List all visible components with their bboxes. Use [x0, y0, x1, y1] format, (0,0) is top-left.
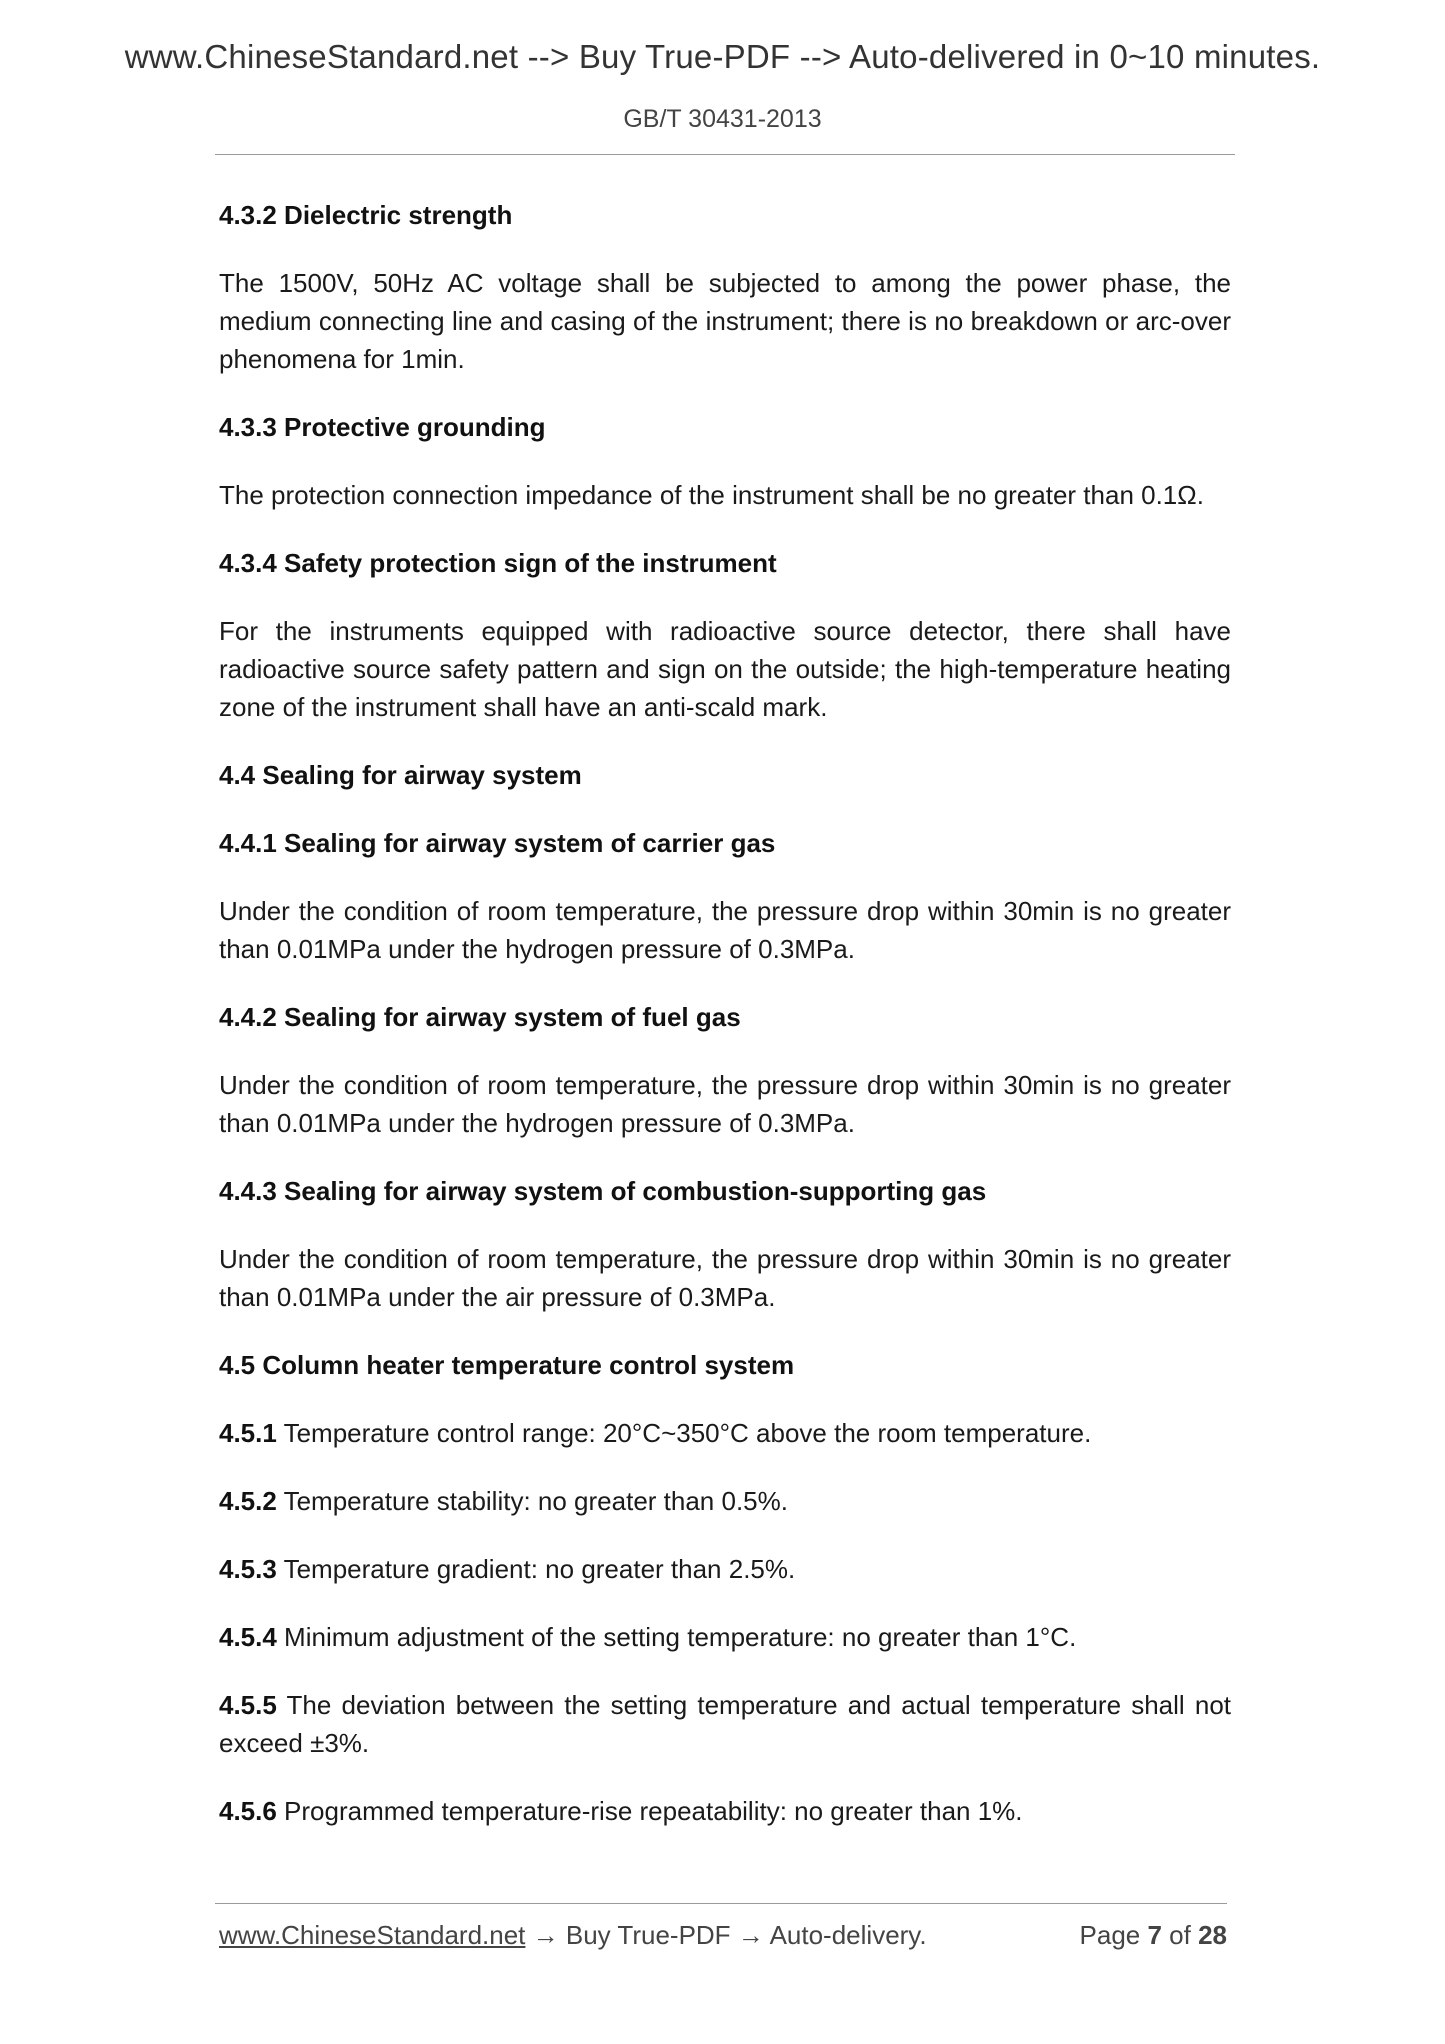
- heading-4-4-2: 4.4.2 Sealing for airway system of fuel gas: [219, 1002, 741, 1032]
- paragraph-4-3-4: For the instruments equipped with radioactive source detector, there shall have radioactive source safety pattern and sign on the outside; the high-temperature heating zone of the instrument shall have an anti-scald mark.: [219, 616, 1231, 722]
- page-body: [219, 196, 1231, 1860]
- item-text: Minimum adjustment of the setting temperature: no greater than 1°C.: [276, 1622, 1077, 1652]
- paragraph-4-4-1: Under the condition of room temperature, the pressure drop within 30min is no greater than 0.01MPa under the hydrogen pressure of 0.3MPa.: [219, 896, 1231, 964]
- heading-4-3-2: 4.3.2 Dielectric strength: [219, 200, 513, 230]
- paragraph-4-4-2: Under the condition of room temperature, the pressure drop within 30min is no greater than 0.01MPa under the hydrogen pressure of 0.3MPa.: [219, 1070, 1231, 1138]
- item-number: 4.5.2: [219, 1486, 277, 1516]
- item-text: Temperature stability: no greater than 0.5%.: [276, 1486, 788, 1516]
- paragraph-4-4-3: Under the condition of room temperature, the pressure drop within 30min is no greater than 0.01MPa under the air pressure of 0.3MPa.: [219, 1244, 1231, 1312]
- item-text: Temperature control range: 20°C~350°C above the room temperature.: [276, 1418, 1092, 1448]
- item-number: 4.5.1: [219, 1418, 277, 1448]
- item-text: Programmed temperature-rise repeatability: no greater than 1%.: [276, 1796, 1023, 1826]
- heading-4-3-3: 4.3.3 Protective grounding: [219, 412, 546, 442]
- item-number: 4.5.4: [219, 1622, 277, 1652]
- page-footer: [219, 1920, 1227, 1951]
- item-4-5-5: [219, 1686, 1231, 1762]
- page-of-label: of: [1161, 1920, 1199, 1950]
- paragraph-4-3-2: The 1500V, 50Hz AC voltage shall be subjected to among the power phase, the medium connecting line and casing of the instrument; there is no breakdown or arc-over phenomena for 1min.: [219, 268, 1231, 374]
- item-number: 4.5.5: [219, 1690, 277, 1720]
- page-indicator: [1080, 1920, 1227, 1951]
- top-banner: www.ChineseStandard.net --> Buy True-PDF --> Auto-delivered in 0~10 minutes.: [124, 38, 1321, 75]
- paragraph-4-3-3: The protection connection impedance of the instrument shall be no greater than 0.1Ω.: [219, 480, 1204, 510]
- page-total: 28: [1198, 1920, 1227, 1950]
- footer-left: [219, 1920, 927, 1951]
- item-4-5-1: [219, 1414, 1231, 1452]
- heading-4-4: 4.4 Sealing for airway system: [219, 760, 582, 790]
- item-text: The deviation between the setting temperature and actual temperature shall not exceed ±3%.: [219, 1690, 1231, 1758]
- header-divider: [215, 154, 1235, 155]
- footer-tagline: → Buy True-PDF → Auto-delivery.: [525, 1920, 927, 1950]
- page-label: Page: [1079, 1920, 1148, 1950]
- item-number: 4.5.6: [219, 1796, 277, 1826]
- heading-4-4-1: 4.4.1 Sealing for airway system of carrier gas: [219, 828, 776, 858]
- footer-divider: [215, 1903, 1227, 1904]
- heading-4-4-3: 4.4.3 Sealing for airway system of combustion-supporting gas: [219, 1176, 987, 1206]
- item-4-5-2: [219, 1482, 1231, 1520]
- item-4-5-6: [219, 1792, 1231, 1830]
- item-number: 4.5.3: [219, 1554, 277, 1584]
- heading-4-3-4: 4.3.4 Safety protection sign of the instrument: [219, 548, 777, 578]
- page-current: 7: [1147, 1920, 1162, 1950]
- item-4-5-3: [219, 1550, 1231, 1588]
- document-code: GB/T 30431-2013: [623, 105, 822, 133]
- item-4-5-4: [219, 1618, 1231, 1656]
- footer-site-link[interactable]: www.ChineseStandard.net: [219, 1920, 526, 1950]
- item-text: Temperature gradient: no greater than 2.5%.: [276, 1554, 796, 1584]
- heading-4-5: 4.5 Column heater temperature control system: [219, 1350, 795, 1380]
